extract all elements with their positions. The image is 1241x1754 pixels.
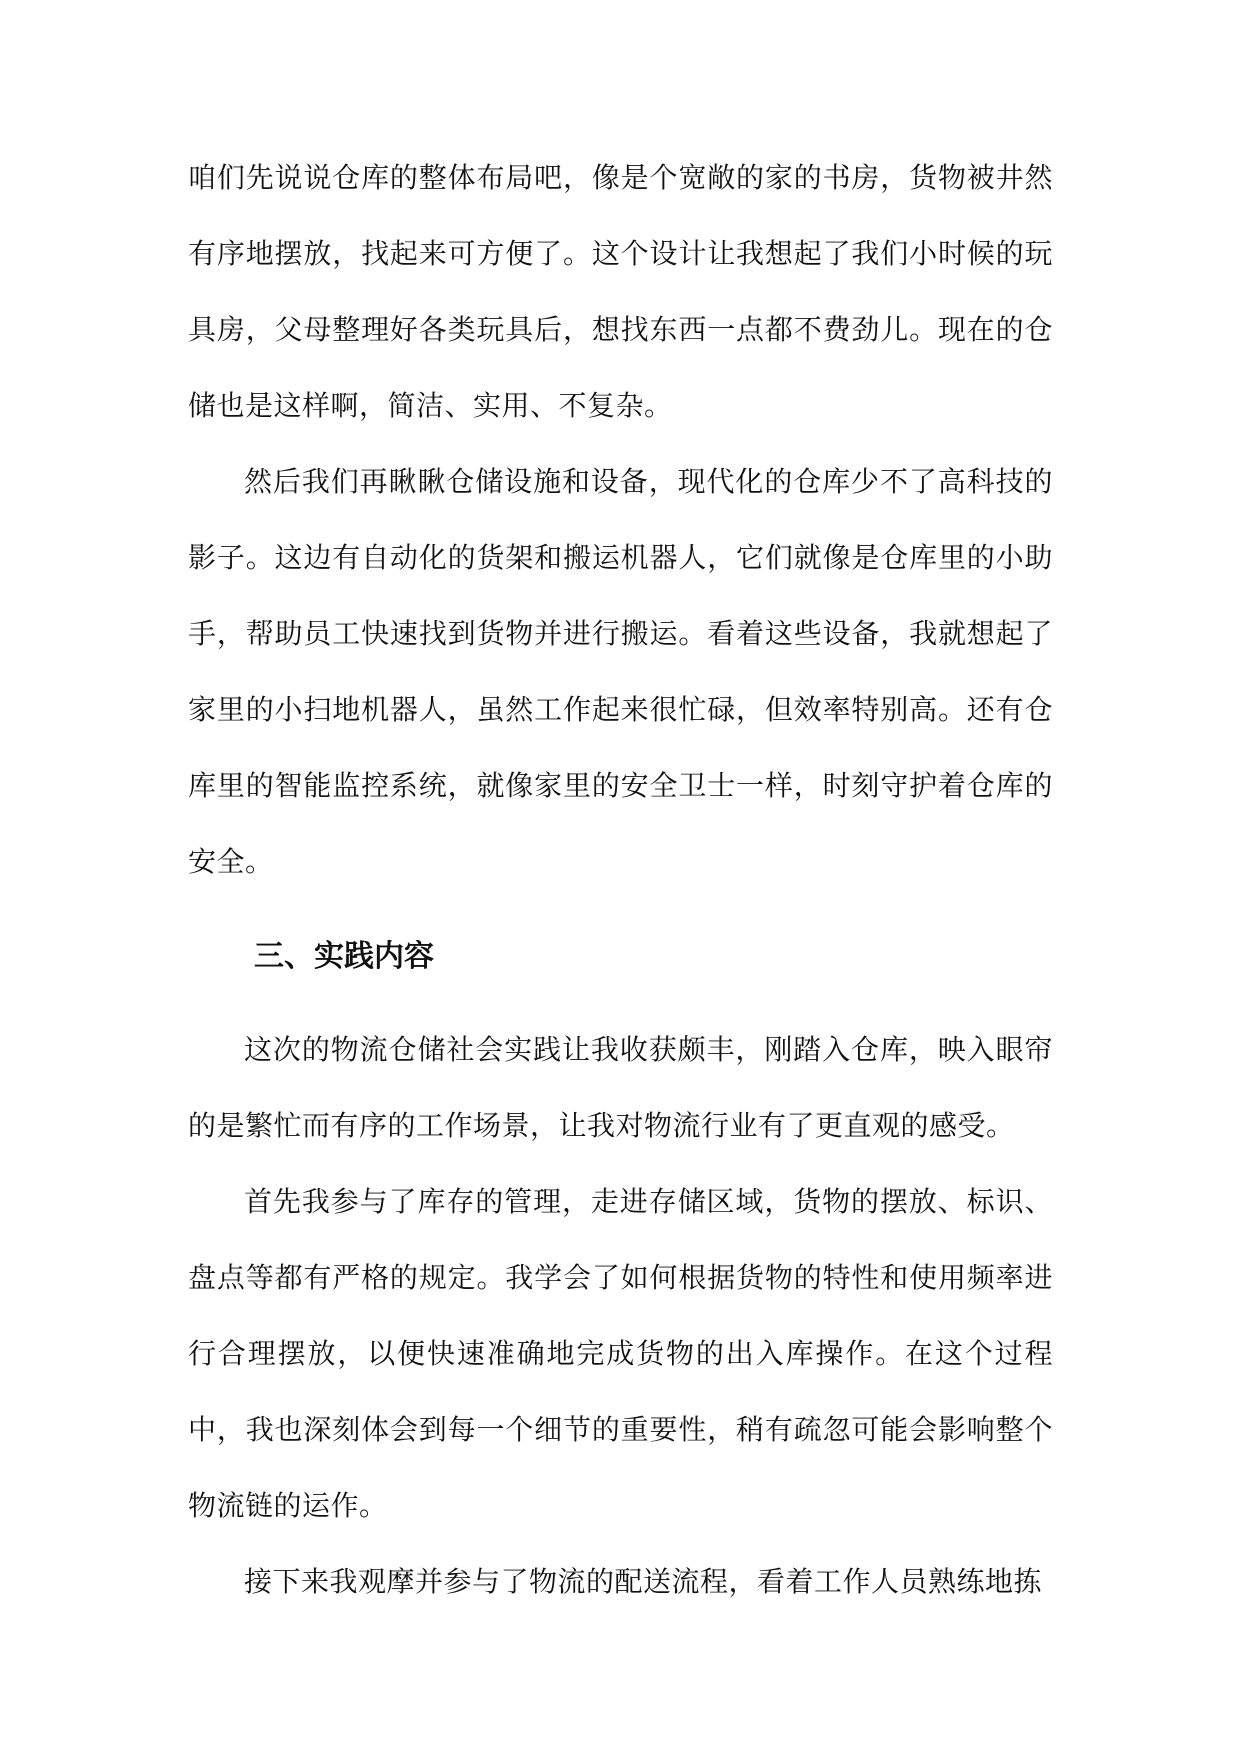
paragraph-facilities-equipment: 然后我们再瞅瞅仓储设施和设备，现代化的仓库少不了高科技的影子。这边有自动化的货架和搬运机器人，它们就像是仓库里的小助手，帮助员工快速找到货物并进行搬运。看着这些设备，我就想起了家里的小扫地机器人，虽然工作起来很忙碌，但效率特别高。还有仓库里的智能监控系统，就像家里的安全卫士一样，时刻守护着仓库的安全。 bbox=[188, 465, 1053, 878]
paragraph-practice-intro: 这次的物流仓储社会实践让我收获颇丰，刚踏入仓库，映入眼帘的是繁忙而有序的工作场景，让我对物流行业有了更直观的感受。 bbox=[188, 1033, 1053, 1142]
paragraph-delivery-process: 接下来我观摩并参与了物流的配送流程，看着工作人员熟练地拣 bbox=[244, 1565, 1043, 1598]
section-heading: 三、实践内容 bbox=[254, 939, 434, 974]
paragraph-warehouse-layout: 咱们先说说仓库的整体布局吧，像是个宽敞的家的书房，货物被井然有序地摆放，找起来可方便了。这个设计让我想起了我们小时候的玩具房，父母整理好各类玩具后，想找东西一点都不费劲儿。现在的仓储也是这样啊，简洁、实用、不复杂。 bbox=[188, 161, 1053, 422]
document-body bbox=[188, 140, 1053, 1620]
paragraph-inventory-management: 首先我参与了库存的管理，走进存储区域，货物的摆放、标识、盘点等都有严格的规定。我学会了如何根据货物的特性和使用频率进行合理摆放，以便快速准确地完成货物的出入库操作。在这个过程中，我也深刻体会到每一个细节的重要性，稍有疏忽可能会影响整个物流链的运作。 bbox=[188, 1185, 1053, 1522]
